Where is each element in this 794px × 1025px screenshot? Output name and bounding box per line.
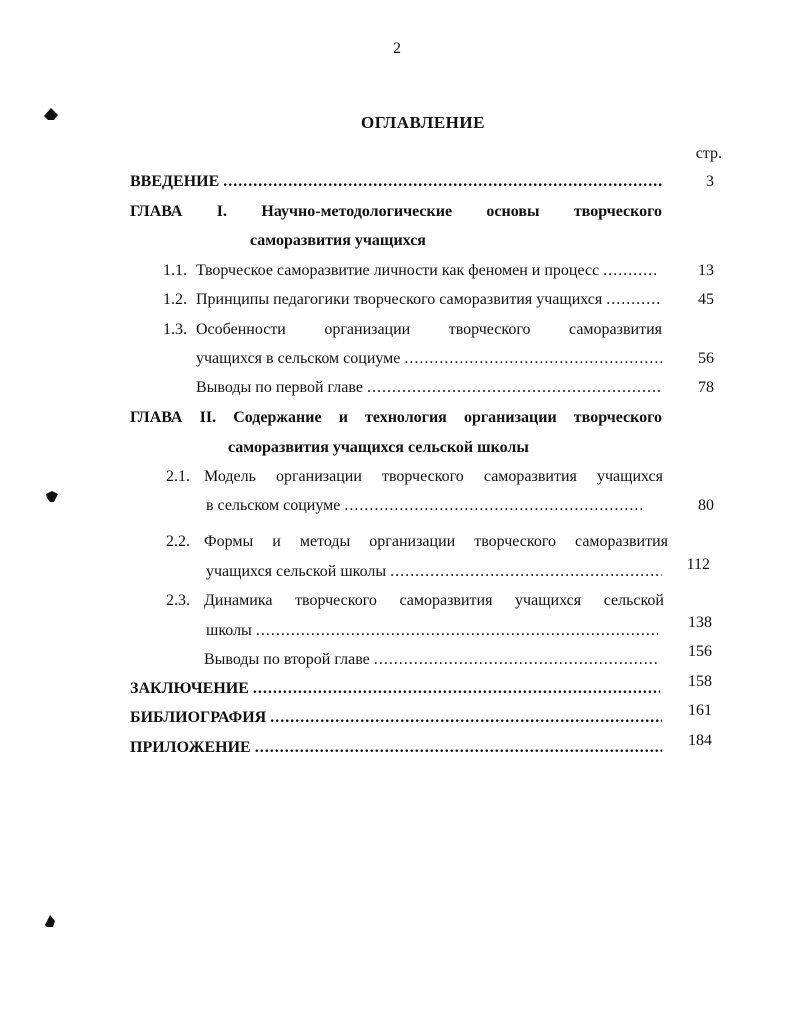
leader-dots <box>606 291 662 309</box>
toc-entry-chapter-2-conclusions[interactable] <box>204 651 660 669</box>
toc-entry-appendix[interactable] <box>130 739 662 757</box>
toc-entry-2-2-cont[interactable] <box>206 563 662 581</box>
toc-chapter-2-heading[interactable]: ГЛАВА II. Содержание и технология организации творческого <box>130 409 662 426</box>
entry-text: школы <box>206 622 252 639</box>
leader-dots <box>603 262 658 280</box>
leader-dots <box>374 651 660 669</box>
toc-entry-bibliography[interactable] <box>130 709 662 727</box>
entry-text: Выводы по второй главе <box>204 651 370 668</box>
toc-entry-2-1-cont[interactable] <box>206 497 644 515</box>
section-number: 2.1. <box>166 468 190 485</box>
leader-dots <box>256 622 658 640</box>
entry-page-number: 184 <box>688 732 712 749</box>
toc-entry-1-2[interactable] <box>196 291 662 309</box>
entry-label: ЗАКЛЮЧЕНИЕ <box>130 680 249 697</box>
entry-page-number: 56 <box>698 350 714 367</box>
entry-text: Творческое саморазвитие личности как феномен и процесс <box>196 262 600 279</box>
section-number: 1.2. <box>163 291 187 308</box>
toc-entry-1-1[interactable] <box>196 262 658 280</box>
leader-dots <box>367 379 662 397</box>
entry-text: учащихся в сельском социуме <box>196 350 401 367</box>
section-number: 1.3. <box>163 321 187 338</box>
page-number: 2 <box>393 40 401 57</box>
entry-page-number: 112 <box>686 556 710 573</box>
section-number: 1.1. <box>163 262 187 279</box>
entry-text: в сельском социуме <box>206 497 341 514</box>
toc-entry-chapter-1-conclusions[interactable] <box>196 379 662 397</box>
toc-entry-conclusion[interactable] <box>130 680 660 698</box>
section-number: 2.2. <box>166 533 190 550</box>
entry-text: Принципы педагогики творческого саморазвития учащихся <box>196 291 603 308</box>
entry-page-number: 13 <box>698 262 714 279</box>
leader-dots <box>253 680 660 698</box>
entry-label: БИБЛИОГРАФИЯ <box>130 709 267 726</box>
leader-dots <box>404 350 662 368</box>
toc-entry-2-3-cont[interactable] <box>206 622 658 640</box>
page-column-label: стр. <box>695 145 722 162</box>
entry-label: ПРИЛОЖЕНИЕ <box>130 739 251 756</box>
entry-page-number: 80 <box>698 497 714 514</box>
toc-chapter-1-heading[interactable]: ГЛАВА I. Научно-методологические основы творческого <box>130 203 662 220</box>
entry-page-number: 156 <box>688 643 712 660</box>
entry-page-number: 78 <box>698 379 714 396</box>
section-number: 2.3. <box>166 592 190 609</box>
toc-entry-2-3[interactable]: Динамика творческого саморазвития учащихся сельской <box>204 592 664 609</box>
entry-label: ВВЕДЕНИЕ <box>130 173 220 190</box>
entry-text: учащихся сельской школы <box>206 563 387 580</box>
leader-dots <box>390 563 662 581</box>
toc-chapter-2-heading-cont: саморазвития учащихся сельской школы <box>228 439 529 456</box>
entry-page-number: 161 <box>688 702 712 719</box>
toc-title: ОГЛАВЛЕНИЕ <box>361 113 485 132</box>
entry-page-number: 3 <box>706 173 714 190</box>
entry-page-number: 158 <box>688 673 712 690</box>
toc-entry-2-1[interactable]: Модель организации творческого саморазвития учащихся <box>204 468 663 485</box>
scan-mark-middle <box>44 490 60 504</box>
leader-dots <box>270 709 662 727</box>
toc-chapter-1-heading-cont: саморазвития учащихся <box>250 232 426 249</box>
scan-mark-top <box>42 106 60 122</box>
entry-page-number: 138 <box>688 614 712 631</box>
entry-text: Выводы по первой главе <box>196 379 363 396</box>
toc-entry-2-2[interactable]: Формы и методы организации творческого саморазвития <box>204 533 668 550</box>
toc-entry-1-3-cont[interactable] <box>196 350 662 368</box>
leader-dots <box>223 173 662 191</box>
scan-mark-bottom <box>42 913 58 929</box>
entry-page-number: 45 <box>698 291 714 308</box>
leader-dots <box>344 497 644 515</box>
leader-dots <box>255 739 662 757</box>
toc-entry-introduction[interactable] <box>130 173 662 191</box>
toc-entry-1-3[interactable]: Особенности организации творческого саморазвития <box>196 321 662 338</box>
